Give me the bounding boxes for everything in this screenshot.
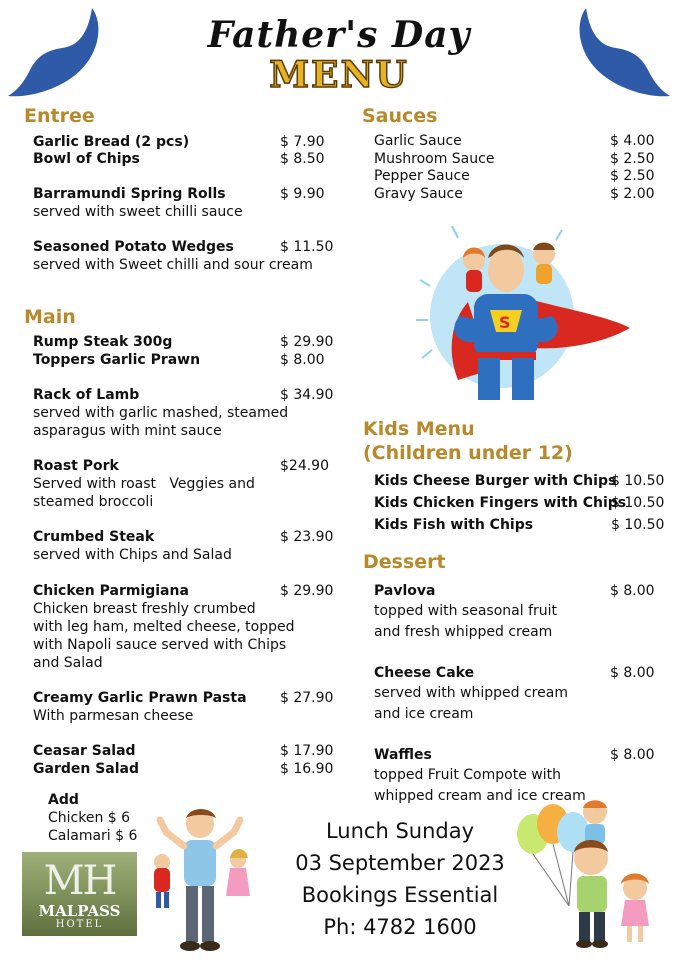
balloons-family-illustration [515, 796, 665, 956]
menu-item-name: Creamy Garlic Prawn Pasta [33, 690, 247, 706]
sauces-heading: Sauces [362, 105, 438, 127]
page-title: Father's Day [207, 14, 471, 56]
logo-sub: HOTEL [55, 919, 104, 930]
kids-item-price: $ 10.50 [611, 495, 665, 511]
main-heading: Main [24, 306, 76, 328]
dessert-item-price: $ 8.00 [610, 747, 655, 763]
sauce-name: Pepper Sauce [374, 168, 470, 184]
menu-item-name: Ceasar Salad [33, 743, 136, 759]
menu-item-desc: with leg ham, melted cheese, topped [33, 619, 295, 635]
kids-item-price: $ 10.50 [611, 473, 665, 489]
menu-item-desc: Chicken breast freshly crumbed [33, 601, 256, 617]
sauce-name: Gravy Sauce [374, 186, 463, 202]
menu-item-name: Rack of Lamb [33, 387, 140, 403]
menu-item-name: Garden Salad [33, 761, 139, 777]
svg-text:S: S [499, 313, 511, 332]
dessert-item-name: Cheese Cake [374, 665, 475, 681]
dad-with-kids-illustration [140, 806, 260, 958]
menu-item-price: $ 16.90 [280, 761, 334, 777]
sauce-name: Mushroom Sauce [374, 151, 495, 167]
entree-heading: Entree [24, 105, 95, 127]
menu-item-name: Crumbed Steak [33, 529, 155, 545]
malpass-hotel-logo [22, 852, 137, 936]
menu-item-desc: served with sweet chilli sauce [33, 204, 243, 220]
menu-item-name: Toppers Garlic Prawn [33, 352, 201, 368]
dessert-item-desc: topped Fruit Compote with [374, 767, 561, 783]
menu-item-name: Barramundi Spring Rolls [33, 186, 226, 202]
dessert-heading: Dessert [363, 551, 446, 573]
menu-item-price: $ 7.90 [280, 134, 325, 150]
menu-item-price: $ 23.90 [280, 529, 334, 545]
menu-item-desc: served with garlic mashed, steamed [33, 405, 289, 421]
kids-subheading: (Children under 12) [363, 442, 573, 464]
add-heading: Add [48, 792, 79, 808]
dessert-item-name: Pavlova [374, 583, 436, 599]
dessert-item-desc: and fresh whipped cream [374, 624, 553, 640]
menu-item-price: $ 27.90 [280, 690, 334, 706]
menu-item-price: $ 17.90 [280, 743, 334, 759]
kids-item-name: Kids Fish with Chips [374, 517, 534, 533]
sauce-price: $ 4.00 [610, 133, 655, 149]
menu-item-name: Garlic Bread (2 pcs) [33, 134, 190, 150]
kids-item-name: Kids Cheese Burger with Chips [374, 473, 617, 489]
kids-item-price: $ 10.50 [611, 517, 665, 533]
sauce-price: $ 2.50 [610, 151, 655, 167]
menu-item-desc: With parmesan cheese [33, 708, 194, 724]
add-item: Calamari $ 6 [48, 828, 138, 844]
menu-subtitle: MENU [269, 54, 409, 96]
kids-item-name: Kids Chicken Fingers with Chips [374, 495, 627, 511]
menu-item-name: Rump Steak 300g [33, 334, 173, 350]
logo-monogram: MH [43, 858, 116, 904]
sauce-price: $ 2.00 [610, 186, 655, 202]
sauce-price: $ 2.50 [610, 168, 655, 184]
menu-item-price: $ 8.50 [280, 151, 325, 167]
dessert-item-desc: served with whipped cream [374, 685, 568, 701]
menu-item-name: Roast Pork [33, 458, 119, 474]
menu-item-desc: asparagus with mint sauce [33, 423, 222, 439]
menu-item-desc: with Napoli sauce served with Chips [33, 637, 287, 653]
menu-item-price: $24.90 [280, 458, 329, 474]
menu-item-price: $ 8.00 [280, 352, 325, 368]
sauce-name: Garlic Sauce [374, 133, 462, 149]
menu-item-desc: Served with roast Veggies and [33, 476, 255, 492]
date-line: 03 September 2023 [295, 851, 505, 875]
menu-item-name: Chicken Parmigiana [33, 583, 189, 599]
menu-item-name: Seasoned Potato Wedges [33, 239, 234, 255]
kids-heading: Kids Menu [363, 418, 475, 440]
dessert-item-desc: topped with seasonal fruit [374, 603, 558, 619]
menu-item-price: $ 29.90 [280, 583, 334, 599]
menu-item-name: Bowl of Chips [33, 151, 140, 167]
menu-item-desc: and Salad [33, 655, 103, 671]
menu-item-desc: served with Sweet chilli and sour cream [33, 257, 313, 273]
lunch-info [270, 815, 530, 943]
dessert-item-desc: whipped cream and ice cream [374, 788, 586, 804]
logo-name: MALPASS [38, 902, 121, 920]
phone-line: Ph: 4782 1600 [323, 915, 477, 939]
add-item: Chicken $ 6 [48, 810, 131, 826]
dessert-item-price: $ 8.00 [610, 583, 655, 599]
dessert-item-desc: and ice cream [374, 706, 474, 722]
menu-item-price: $ 29.90 [280, 334, 334, 350]
menu-item-desc: steamed broccoli [33, 494, 154, 510]
menu-item-price: $ 9.90 [280, 186, 325, 202]
superhero-dad-illustration [412, 220, 634, 402]
menu-item-price: $ 34.90 [280, 387, 334, 403]
menu-item-desc: served with Chips and Salad [33, 547, 232, 563]
lunch-line: Lunch Sunday [325, 819, 475, 843]
bookings-line: Bookings Essential [301, 883, 499, 907]
menu-item-price: $ 11.50 [280, 239, 334, 255]
dessert-item-price: $ 8.00 [610, 665, 655, 681]
dessert-item-name: Waffles [374, 747, 432, 763]
